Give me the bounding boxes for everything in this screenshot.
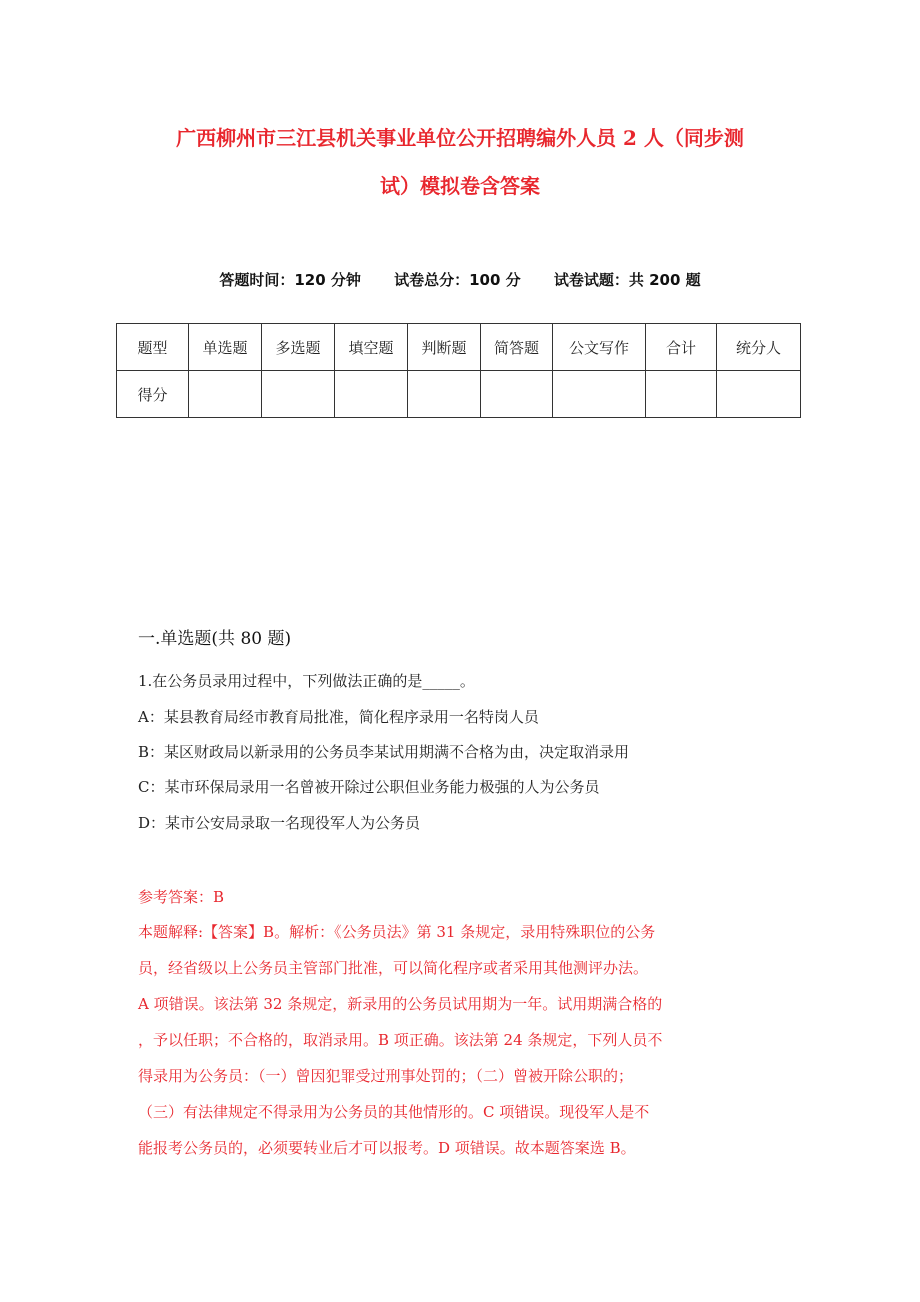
question-option-b: B：某区财政局以新录用的公务员李某试用期满不合格为由，决定取消录用 <box>138 743 630 761</box>
explanation-line: A 项错误。该法第 32 条规定，新录用的公务员试用期为一年。试用期满合格的 <box>138 995 663 1013</box>
document-title-line1: 广西柳州市三江县机关事业单位公开招聘编外人员 2 人（同步测 <box>176 126 744 150</box>
score-table-header: 公文写作 <box>553 324 646 371</box>
exam-meta <box>0 269 920 290</box>
score-cell <box>481 371 553 418</box>
explanation-line: 员，经省级以上公务员主管部门批准，可以简化程序或者采用其他测评办法。 <box>138 959 649 977</box>
score-cell <box>262 371 335 418</box>
exam-total-questions: 试卷试题：共 200 题 <box>553 271 701 289</box>
score-table-score-row <box>117 371 801 418</box>
question-option-a: A：某县教育局经市教育局批准，简化程序录用一名特岗人员 <box>138 708 539 726</box>
score-row-label: 得分 <box>117 371 189 418</box>
exam-time: 答题时间：120 分钟 <box>219 271 361 289</box>
score-cell <box>646 371 717 418</box>
score-table-header-row <box>117 324 801 371</box>
answer-line: 参考答案：B <box>138 888 225 906</box>
score-cell <box>408 371 481 418</box>
question-option-c: C：某市环保局录用一名曾被开除过公职但业务能力极强的人为公务员 <box>138 778 600 796</box>
score-cell <box>717 371 801 418</box>
document-title-line2: 试）模拟卷含答案 <box>380 174 540 198</box>
section-title: 一.单选题(共 80 题) <box>138 629 292 649</box>
explanation-line: ，予以任职；不合格的，取消录用。B 项正确。该法第 24 条规定，下列人员不 <box>138 1031 663 1049</box>
explanation-line: 得录用为公务员：（一）曾因犯罪受过刑事处罚的；（二）曾被开除公职的； <box>138 1067 634 1085</box>
score-table-header: 多选题 <box>262 324 335 371</box>
score-table-header: 判断题 <box>408 324 481 371</box>
score-table-header: 填空题 <box>335 324 408 371</box>
score-table-header: 简答题 <box>481 324 553 371</box>
score-table-header: 合计 <box>646 324 717 371</box>
score-table-header: 单选题 <box>189 324 262 371</box>
score-cell <box>553 371 646 418</box>
explanation-line: （三）有法律规定不得录用为公务员的其他情形的。C 项错误。现役军人是不 <box>138 1103 650 1121</box>
score-table-header: 题型 <box>117 324 189 371</box>
score-table-header: 统分人 <box>717 324 801 371</box>
score-cell <box>189 371 262 418</box>
question-option-d: D：某市公安局录取一名现役军人为公务员 <box>138 814 421 832</box>
score-cell <box>335 371 408 418</box>
score-table <box>116 323 801 418</box>
explanation-line: 能报考公务员的，必须要转业后才可以报考。D 项错误。故本题答案选 B。 <box>138 1139 636 1157</box>
explanation-line: 本题解释:【答案】B。解析：《公务员法》第 31 条规定，录用特殊职位的公务 <box>138 923 656 941</box>
question-stem: 1.在公务员录用过程中，下列做法正确的是_____。 <box>138 672 475 690</box>
exam-total-score: 试卷总分：100 分 <box>394 271 521 289</box>
